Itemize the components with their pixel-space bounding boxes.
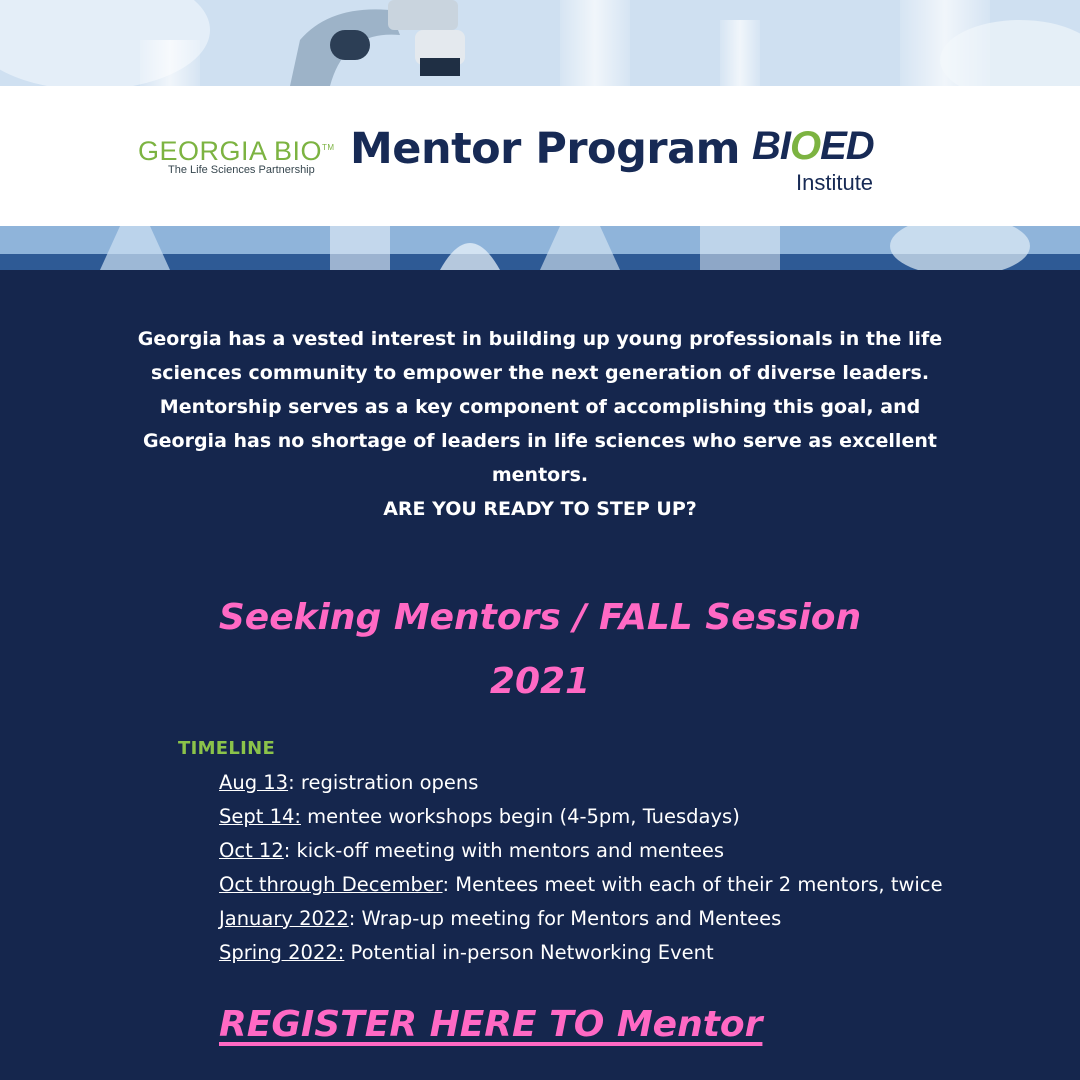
timeline-separator: : [288,771,295,794]
seeking-headline-line1: Seeking Mentors / FALL Session [218,597,862,638]
seeking-headline-line2: 2021 [489,661,591,702]
timeline-text: Potential in-person Networking Event [344,941,714,964]
timeline-text: Mentees meet with each of their 2 mentors, twice [449,873,943,896]
timeline-date: Oct through December [219,873,443,896]
timeline-date: Oct 12 [219,839,284,862]
seeking-mentors-headline [110,586,970,714]
lab-photo-banner-top [0,0,1080,86]
timeline-item [219,766,1069,800]
timeline-separator: : [348,907,356,930]
timeline-text: kick-off meeting with mentors and mentees [290,839,725,862]
timeline-separator: : [442,873,450,896]
georgia-bio-logo-tagline: The Life Sciences Partnership [168,164,315,176]
timeline-text: registration opens [294,771,479,794]
intro-paragraph: Georgia has a vested interest in building up young professionals in the life sciences community to empower the next generation of diverse leaders. Mentorship serves as a key component of accomplishing this goal, and Georgia has no shortage of leaders in life sciences who serve as excellent mentors. [137,328,943,486]
timeline-date: Sept 14: [219,805,301,828]
timeline-title: TIMELINE [178,738,276,759]
lab-photo-banner-bottom [0,226,1080,270]
intro-call-to-action: ARE YOU READY TO STEP UP? [383,498,697,520]
timeline-item [219,936,1069,970]
timeline-item [219,800,1069,834]
timeline-date: January 2022 [219,907,349,930]
timeline-date: Spring 2022: [219,941,345,964]
timeline-separator: : [283,839,291,862]
timeline-item [219,902,1069,936]
timeline-item [219,834,1069,868]
timeline-list [219,766,1069,970]
timeline-date: Aug 13 [219,771,289,794]
bioed-institute-logo [752,124,902,196]
timeline-text: mentee workshops begin (4-5pm, Tuesdays) [300,805,740,828]
bioed-logo-name-part2: O [790,124,821,168]
timeline-item [219,868,1069,902]
timeline-text: Wrap-up meeting for Mentors and Mentees [355,907,782,930]
georgia-bio-logo-trademark: TM [322,143,335,152]
bioed-logo-subtitle: Institute [796,170,874,195]
register-to-mentor-link[interactable]: REGISTER HERE TO Mentor [219,1004,763,1045]
georgia-bio-logo-name: GEORGIA BIO [138,136,323,166]
georgia-bio-logo [138,136,335,180]
bioed-logo-name-part3: ED [820,124,874,168]
bioed-logo-name-part1: BI [752,124,790,168]
page-title: Mentor Program [350,124,740,174]
